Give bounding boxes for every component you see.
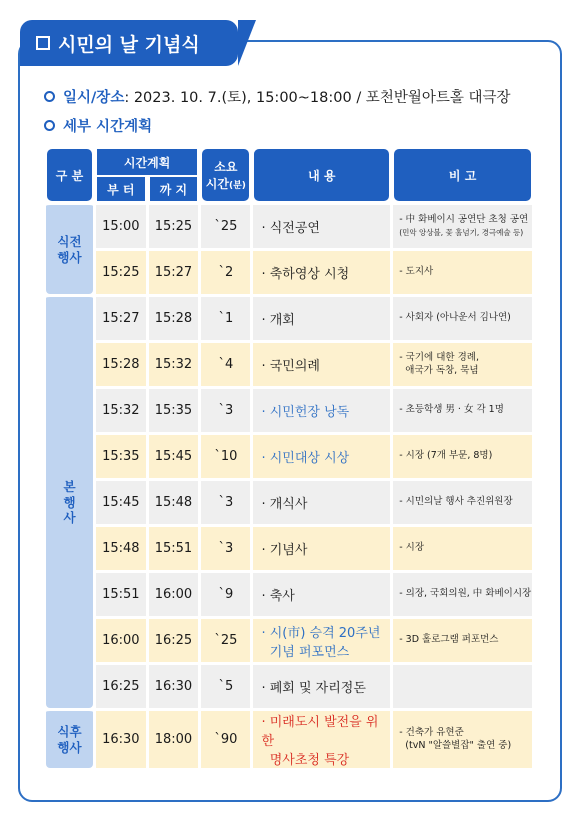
cell-content: · 개식사 xyxy=(253,478,390,524)
cell-from: 15:45 xyxy=(96,478,146,524)
table-row xyxy=(46,478,532,524)
cell-duration: `3 xyxy=(201,524,250,570)
cell-content: · 축하영상 시청 xyxy=(253,248,390,294)
schedule-label: 세부 시간계획 xyxy=(63,119,153,135)
category-text: 행사 xyxy=(57,249,82,265)
cell-from: 15:51 xyxy=(96,570,146,616)
cell-to: 15:25 xyxy=(149,202,199,248)
cell-note xyxy=(393,662,532,708)
cell-duration: `3 xyxy=(201,478,250,524)
table-row xyxy=(46,570,532,616)
category-post xyxy=(46,708,93,768)
schedule-line xyxy=(44,115,152,136)
datetime-line xyxy=(44,86,511,107)
cell-to: 15:28 xyxy=(149,294,199,340)
content-line: · 시(市) 승격 20주년 xyxy=(261,625,381,641)
cell-to: 15:45 xyxy=(149,432,199,478)
table-row xyxy=(46,386,532,432)
cell-to: 15:48 xyxy=(149,478,199,524)
cell-note: - 사회자 (아나운서 김나연) xyxy=(393,294,532,340)
cell-duration: `2 xyxy=(201,248,250,294)
cell-from: 15:27 xyxy=(96,294,146,340)
cell-duration: `25 xyxy=(201,202,250,248)
cell-note: - 3D 홀로그램 퍼포먼스 xyxy=(393,616,532,662)
cell-duration: `5 xyxy=(201,662,250,708)
cell-content: · 개회 xyxy=(253,294,390,340)
cell-note xyxy=(393,708,532,768)
cell-note: - 초등학생 男 · 女 각 1명 xyxy=(393,386,532,432)
header-notes: 비 고 xyxy=(393,148,532,202)
content-line: · 미래도시 발전을 위한 xyxy=(261,715,379,749)
cell-content: · 식전공연 xyxy=(253,202,390,248)
category-text: 행 xyxy=(63,494,76,510)
cell-content xyxy=(253,616,390,662)
table-row xyxy=(46,708,532,768)
cell-duration: `1 xyxy=(201,294,250,340)
cell-content: · 폐회 및 자리정돈 xyxy=(253,662,390,708)
table-row xyxy=(46,248,532,294)
cell-from: 16:30 xyxy=(96,708,146,768)
cell-content: · 시민헌장 낭독 xyxy=(253,386,390,432)
category-main xyxy=(46,294,93,708)
cell-duration: `90 xyxy=(201,708,250,768)
table-row xyxy=(46,432,532,478)
table-row xyxy=(46,294,532,340)
cell-to: 15:27 xyxy=(149,248,199,294)
cell-note xyxy=(393,340,532,386)
cell-duration: `9 xyxy=(201,570,250,616)
content-line: 명사초청 특강 xyxy=(269,753,350,768)
header-time-plan: 시간계획 xyxy=(96,148,198,176)
schedule-table xyxy=(43,148,535,768)
circle-bullet-icon xyxy=(44,120,55,131)
cell-content: · 기념사 xyxy=(253,524,390,570)
cell-note: - 시장 xyxy=(393,524,532,570)
cell-from: 15:32 xyxy=(96,386,146,432)
cell-note: - 의장, 국회의원, 中 화베이시장 xyxy=(393,570,532,616)
cell-to: 15:51 xyxy=(149,524,199,570)
cell-to: 18:00 xyxy=(149,708,199,768)
note-line: - 건축가 유현준 xyxy=(399,726,464,738)
table-row xyxy=(46,524,532,570)
note-line: (민악 앙상블, 꽃 홀넘기, 경극예술 등) xyxy=(399,227,524,237)
cell-note xyxy=(393,202,532,248)
page-title: 시민의 날 기념식 xyxy=(58,33,200,56)
cell-from: 15:28 xyxy=(96,340,146,386)
table-row xyxy=(46,662,532,708)
cell-from: 15:00 xyxy=(96,202,146,248)
header-to: 까 지 xyxy=(149,176,199,202)
cell-content: · 축사 xyxy=(253,570,390,616)
cell-from: 16:00 xyxy=(96,616,146,662)
header-duration-unit: (분) xyxy=(228,181,246,191)
cell-duration: `3 xyxy=(201,386,250,432)
cell-note: - 도지사 xyxy=(393,248,532,294)
cell-from: 16:25 xyxy=(96,662,146,708)
cell-duration: `10 xyxy=(201,432,250,478)
cell-note: - 시민의날 행사 추진위원장 xyxy=(393,478,532,524)
category-pre xyxy=(46,202,93,294)
cell-from: 15:48 xyxy=(96,524,146,570)
cell-to: 15:32 xyxy=(149,340,199,386)
category-text: 식후 xyxy=(57,723,82,739)
table-row xyxy=(46,616,532,662)
cell-note: - 시장 (7개 부문, 8명) xyxy=(393,432,532,478)
table-row xyxy=(46,340,532,386)
cell-content: · 시민대상 시상 xyxy=(253,432,390,478)
category-text: 행사 xyxy=(57,739,82,755)
cell-to: 16:25 xyxy=(149,616,199,662)
category-text: 식전 xyxy=(57,233,82,249)
cell-from: 15:25 xyxy=(96,248,146,294)
note-line: - 中 화베이시 공연단 초청 공연 xyxy=(399,213,529,225)
cell-to: 16:30 xyxy=(149,662,199,708)
header-duration xyxy=(201,148,250,202)
title-tab xyxy=(20,20,238,66)
header-duration-line2: 시간 xyxy=(205,177,229,191)
note-line: (tvN "알쓸별잡" 출연 중) xyxy=(405,739,512,751)
content-line: 기념 퍼포먼스 xyxy=(269,644,350,660)
cell-to: 16:00 xyxy=(149,570,199,616)
note-line: - 국기에 대한 경례, xyxy=(399,351,479,363)
category-text: 본 xyxy=(63,479,76,495)
cell-from: 15:35 xyxy=(96,432,146,478)
header-duration-line1: 소요 xyxy=(214,160,238,174)
cell-content xyxy=(253,708,390,768)
checkbox-square-icon xyxy=(36,36,50,50)
cell-content: · 국민의례 xyxy=(253,340,390,386)
cell-duration: `4 xyxy=(201,340,250,386)
header-category: 구 분 xyxy=(46,148,93,202)
category-text: 사 xyxy=(63,510,76,526)
header-content: 내 용 xyxy=(253,148,390,202)
circle-bullet-icon xyxy=(44,91,55,102)
table-row xyxy=(46,202,532,248)
datetime-value: : 2023. 10. 7.(토), 15:00~18:00 / 포천반월아트홀 대극장 xyxy=(124,90,511,106)
header-from: 부 터 xyxy=(96,176,146,202)
cell-duration: `25 xyxy=(201,616,250,662)
datetime-label: 일시/장소 xyxy=(63,90,125,106)
note-line: 애국가 독창, 묵념 xyxy=(405,364,479,376)
cell-to: 15:35 xyxy=(149,386,199,432)
